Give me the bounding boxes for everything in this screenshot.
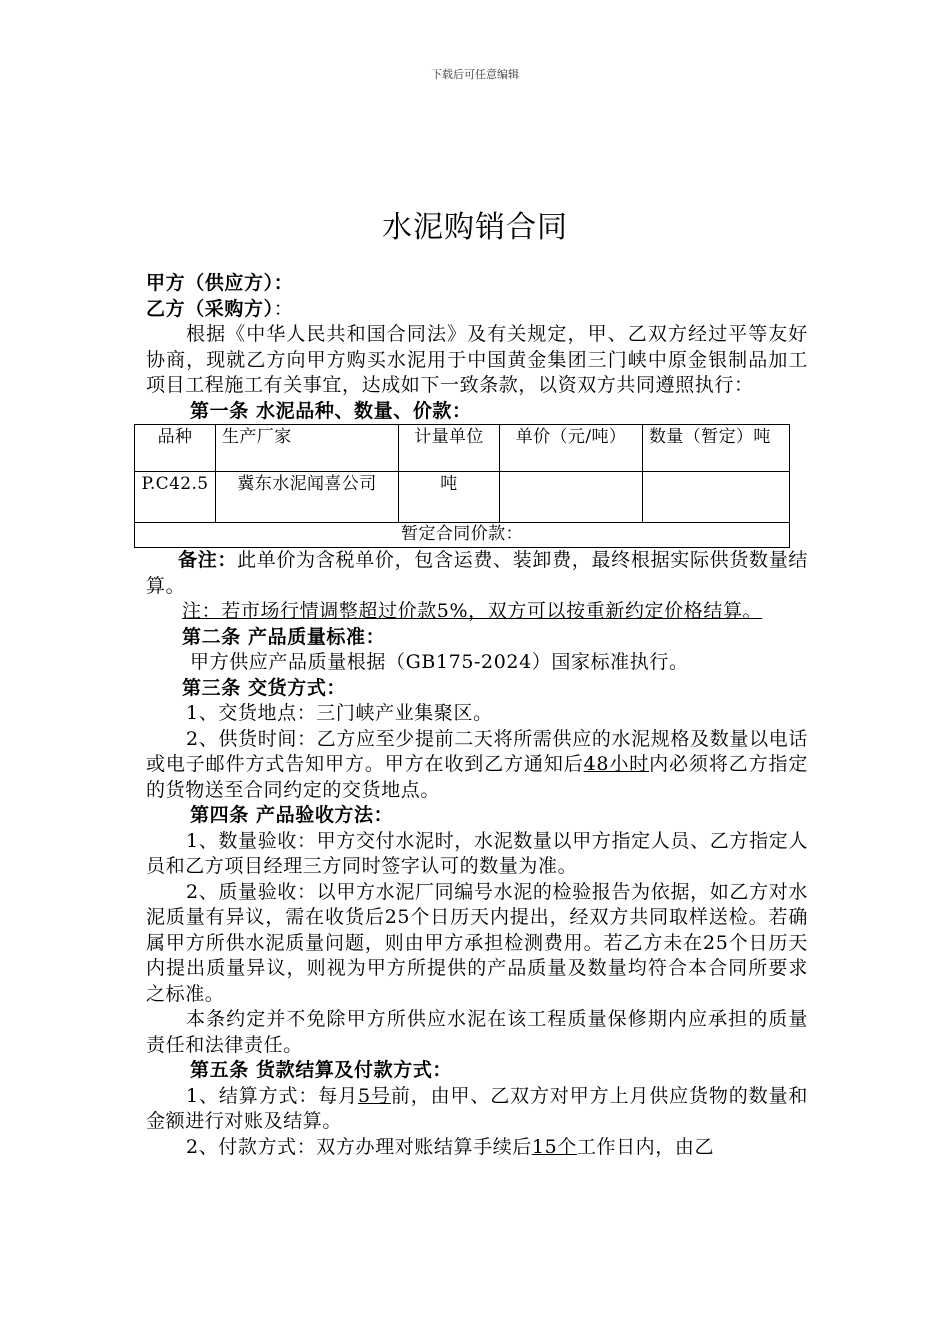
table-header-cell: 品种 [135, 425, 216, 472]
contract-body [141, 271, 808, 1160]
party-b-line: 乙方（采购方）： [146, 297, 294, 320]
price-note: 注：若市场行情调整超过价款5%，双方可以按重新约定价格结算。 [182, 600, 763, 622]
page-title: 水泥购销合同 [382, 210, 568, 245]
table-cell-manufacturer: 冀东水泥闻喜公司 [216, 472, 399, 523]
article4-item3: 本条约定并不免除甲方所供应水泥在该工程质量保修期内应承担的质量责任和法律责任。 [146, 1008, 808, 1056]
table-cell-price [500, 472, 643, 523]
party-b-label: 乙方（采购方） [146, 297, 274, 320]
delivery-hours: 48小时 [583, 753, 650, 775]
remark-label: 备注： [178, 549, 238, 571]
header-note: 下载后可任意编辑 [431, 68, 519, 81]
article5-item1: 1、结算方式：每月5号前，由甲、乙双方对甲方上月供应货物的数量和金额进行对账及结算。 [146, 1084, 808, 1132]
article4-heading: 第四条 产品验收方法： [190, 804, 394, 826]
settlement-day: 5号 [357, 1084, 391, 1107]
article3-item1: 1、交货地点：三门峡产业集聚区。 [186, 702, 493, 724]
remark-text: 此单价为含税单价，包含运费、装卸费，最终根据实际供货数量结算。 [146, 549, 808, 597]
article5-item2: 2、付款方式：双方办理对账结算手续后15个工作日内，由乙 [186, 1135, 715, 1158]
article5-heading: 第五条 货款结算及付款方式： [190, 1059, 453, 1081]
table-total-row [135, 523, 790, 548]
goods-table [134, 424, 790, 548]
table-row [135, 472, 790, 523]
table-cell-variety: P.C42.5 [135, 472, 216, 523]
party-a-line: 甲方（供应方）： [146, 272, 294, 294]
table-cell-quantity [643, 472, 790, 523]
table-cell-unit: 吨 [399, 472, 500, 523]
article2-text: 甲方供应产品质量根据（GB175-2024）国家标准执行。 [190, 651, 689, 673]
table-total-label: 暂定合同价款： [135, 523, 790, 548]
table-header-cell: 生产厂家 [216, 425, 399, 472]
article4-item1: 1、数量验收：甲方交付水泥时，水泥数量以甲方指定人员、乙方指定人员和乙方项目经理三方同时签字认可的数量为准。 [146, 829, 808, 877]
article1-heading: 第一条 水泥品种、数量、价款： [190, 399, 472, 422]
article4-item2: 2、质量验收：以甲方水泥厂同编号水泥的检验报告为依据，如乙方对水泥质量有异议，需在收货后25个日历天内提出，经双方共同取样送检。若确属甲方所供水泥质量问题，则由甲方承担检测费用。若乙方未在25个日历天内提出质量异议，则视为甲方所提供的产品质量及数量均符合本合同所要求之标准。 [146, 880, 808, 1005]
party-a-label: 甲方（供应方） [146, 272, 274, 294]
table-header-cell: 计量单位 [399, 425, 500, 472]
table-header-cell: 单价（元/吨） [500, 425, 643, 472]
article3-heading: 第三条 交货方式： [182, 676, 347, 699]
table-header-row [135, 425, 790, 472]
price-note-paragraph [146, 599, 808, 625]
article2-heading: 第二条 产品质量标准： [182, 625, 386, 648]
article3-item2: 2、供货时间：乙方应至少提前二天将所需供应的水泥规格及数量以电话或电子邮件方式告知甲方。甲方在收到乙方通知后48小时内必须将乙方指定的货物送至合同约定的交货地点。 [146, 727, 808, 801]
intro-paragraph: 根据《中华人民共和国合同法》及有关规定，甲、乙双方经过平等友好协商，现就乙方向甲方购买水泥用于中国黄金集团三门峡中原金银制品加工项目工程施工有关事宜，达成如下一致条款，以资双方共同遵照执行： [146, 323, 808, 396]
payment-days: 15个 [531, 1135, 577, 1158]
remark-paragraph [146, 548, 808, 599]
table-header-cell: 数量（暂定）吨 [643, 425, 790, 472]
